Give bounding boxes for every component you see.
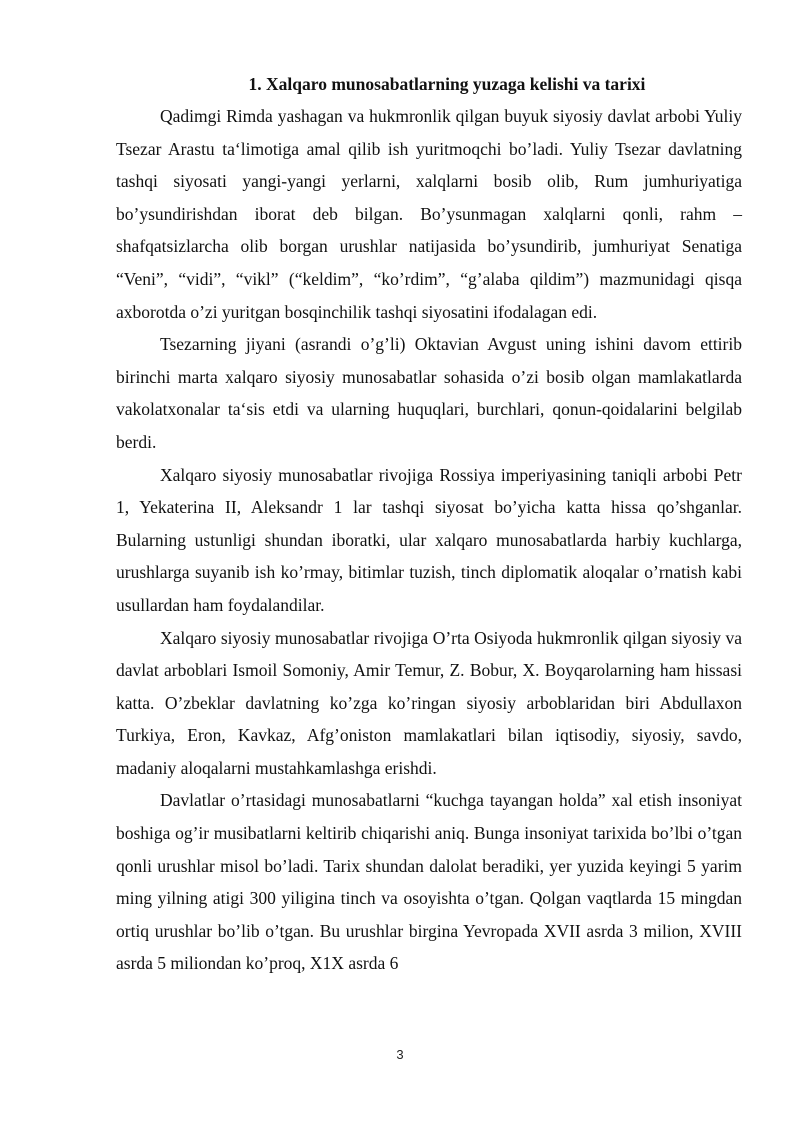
paragraph-russia: Xalqaro siyosiy munosabatlar rivojiga Rossiya imperiyasining taniqli arbobi Petr 1, Yekaterina II, Aleksandr 1 lar tashqi siyosat bo’yicha katta hissa qo’shganlar. Bularning ustunligi shundan iboratki, ular xalqaro munosabatlarda harbiy kuchlarga, urushlarga suyanib ish ko’rmay, bitimlar tuzish, tinch diplomatik aloqalar o’rnatish kabi usullardan ham foydalandilar. [116, 464, 742, 615]
paragraph-wars: Davlatlar o’rtasidagi munosabatlarni “kuchga tayangan holda” xal etish insoniyat boshiga og’ir musibatlarni keltirib chiqarishi aniq. Bunga insoniyat tarixida bo’lbi o’tgan qonli urushlar misol bo’ladi. Tarix shundan dalolat beradiki, yer yuzida keyingi 5 yarim ming yilning atigi 300 yiligina tinch va osoyishta o’tgan. Qolgan vaqtlarda 15 mingdan ortiq urushlar bo’lib o’tgan. Bu urushlar birgina Yevropada XVII asrda 3 milion, XVIII asrda 5 miliondan ko’proq, X1X asrda 6 [116, 790, 742, 974]
page-content [116, 70, 742, 980]
paragraph-central-asia: Xalqaro siyosiy munosabatlar rivojiga O’rta Osiyoda hukmronlik qilgan siyosiy va davlat arboblari Ismoil Somoniy, Amir Temur, Z. Bobur, X. Boyqarolarning ham hissasi katta. O’zbeklar davlatning ko’zga ko’ringan siyosiy arboblaridan biri Abdullaxon Turkiya, Eron, Kavkaz, Afg’oniston mamlakatlari bilan iqtisodiy, siyosiy, savdo, madaniy aloqalarni mustahkamlashga erishdi. [116, 627, 742, 778]
page-number: 3 [396, 1047, 404, 1062]
paragraph-caesar: Qadimgi Rimda yashagan va hukmronlik qilgan buyuk siyosiy davlat arbobi Yuliy Tsezar Arastu ta‘limotiga amal qilib ish yuritmoqchi bo’ladi. Yuliy Tsezar davlatning tashqi siyosati yangi-yangi yerlarni, xalqlarni bosib olib, Rum jumhuriyatiga bo’ysundirishdan iborat deb bilgan. Bo’ysunmagan xalqlarni qonli, rahm – shafqatsizlarcha olib borgan urushlar natijasida bo’ysundirib, jumhuriyat Senatiga “Veni”, “vidi”, “vikl” (“keldim”, “ko’rdim”, “g’alaba qildim”) mazmunidagi qisqa axborotda o’zi yuritgan bosqinchilik tashqi siyosatini ifodalagan edi. [116, 106, 742, 322]
paragraph-octavian: Tsezarning jiyani (asrandi o’g’li) Oktavian Avgust uning ishini davom ettirib birinchi marta xalqaro siyosiy munosabatlar sohasida o’zi bosib olgan mamlakatlarda vakolatxonalar ta‘sis etdi va ularning huquqlari, burchlari, qonun-qoidalarini belgilab berdi. [116, 334, 742, 452]
section-heading: 1. Xalqaro munosabatlarning yuzaga kelishi va tarixi [248, 74, 646, 94]
